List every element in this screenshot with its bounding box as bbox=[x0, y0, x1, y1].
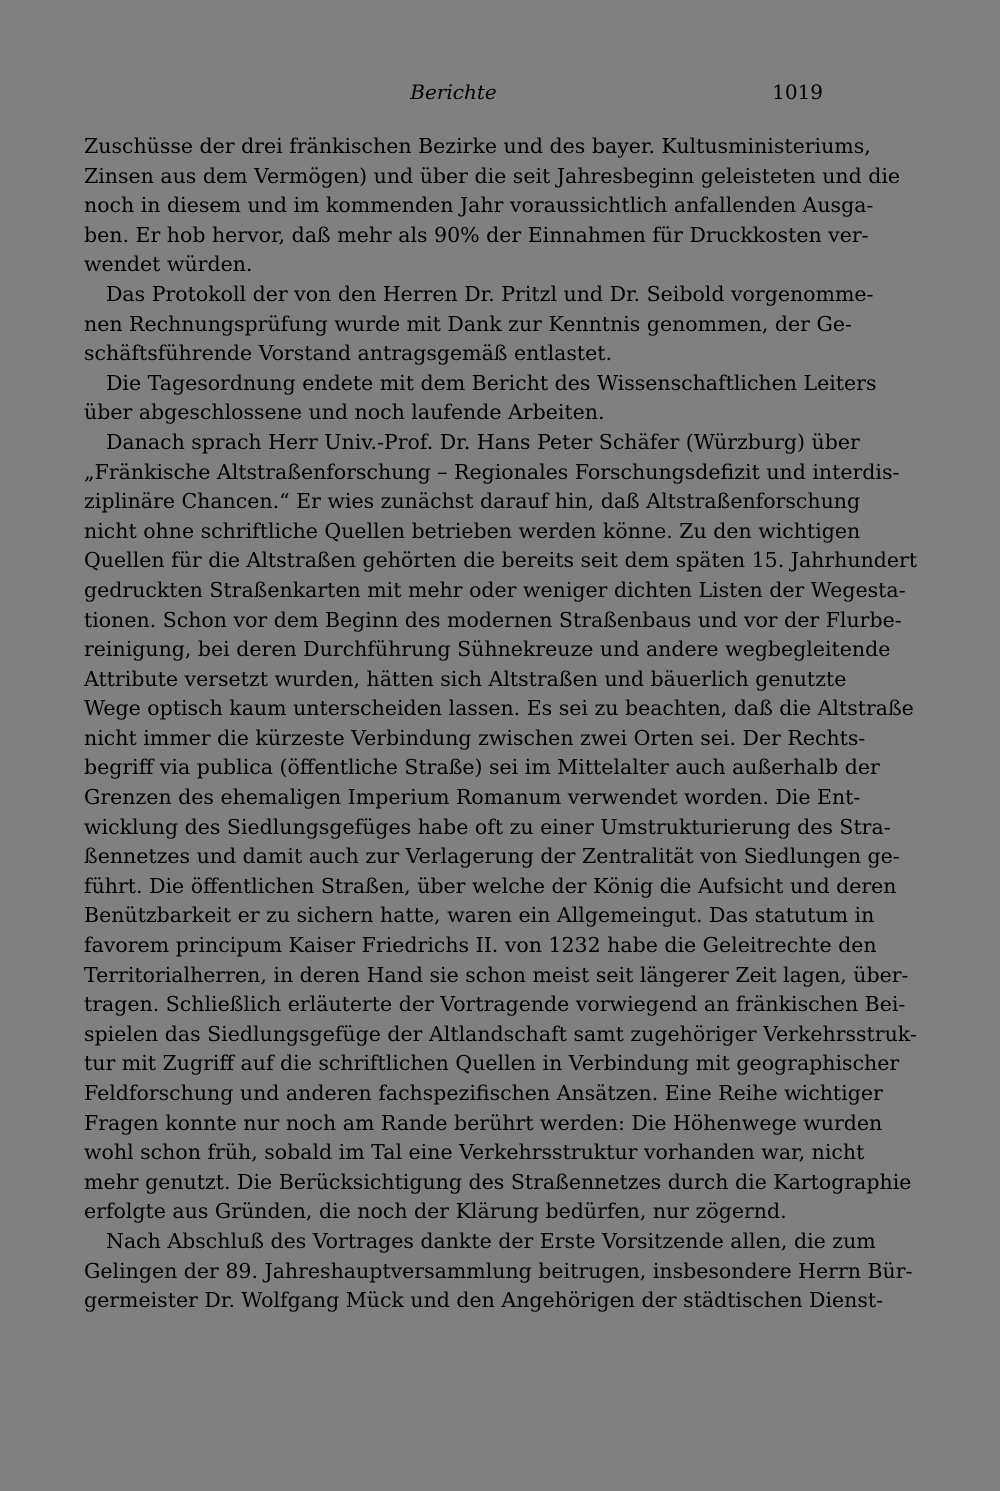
text-line: Attribute versetzt wurden, hätten sich Altstraßen und bäuerlich genutzte bbox=[84, 666, 847, 691]
paragraph bbox=[84, 428, 918, 1227]
text-line: tragen. Schließlich erläuterte der Vortragende vorwiegend an fränkischen Bei- bbox=[84, 992, 906, 1017]
paragraph bbox=[84, 280, 874, 369]
text-line: Danach sprach Herr Univ.-Prof. Dr. Hans Peter Schäfer (Würzburg) über bbox=[106, 429, 860, 454]
text-line: wendet würden. bbox=[84, 252, 253, 277]
text-line: schäftsführende Vorstand antragsgemäß entlastet. bbox=[84, 341, 613, 366]
text-line: Benützbarkeit er zu sichern hatte, waren ein Allgemeingut. Das statutum in bbox=[84, 903, 875, 928]
text-line: spielen das Siedlungsgefüge der Altlandschaft samt zugehöriger Verkehrsstruk- bbox=[84, 1021, 917, 1046]
text-line: erfolgte aus Gründen, die noch der Klärung bedürfen, nur zögernd. bbox=[84, 1199, 787, 1224]
running-header bbox=[84, 78, 823, 108]
text-line: Territorialherren, in deren Hand sie schon meist seit längerer Zeit lagen, über- bbox=[84, 962, 909, 987]
running-title: Berichte bbox=[410, 80, 497, 104]
text-line: Nach Abschluß des Vortrages dankte der Erste Vorsitzende allen, die zum bbox=[106, 1228, 876, 1253]
paragraph bbox=[84, 1227, 913, 1316]
text-line: „Fränkische Altstraßenforschung – Regionales Forschungsdefizit und interdis- bbox=[84, 459, 900, 484]
text-line: nicht ohne schriftliche Quellen betrieben werden könne. Zu den wichtigen bbox=[84, 518, 861, 543]
text-line: Wege optisch kaum unterscheiden lassen. Es sei zu beachten, daß die Altstraße bbox=[84, 696, 914, 721]
text-line: mehr genutzt. Die Berücksichtigung des Straßennetzes durch die Kartographie bbox=[84, 1169, 912, 1194]
paragraph bbox=[84, 132, 901, 280]
text-line: ben. Er hob hervor, daß mehr als 90% der Einnahmen für Druckkosten ver- bbox=[84, 222, 869, 247]
text-line: tur mit Zugriff auf die schriftlichen Quellen in Verbindung mit geographischer bbox=[84, 1051, 900, 1076]
text-line: wicklung des Siedlungsgefüges habe oft zu einer Umstrukturierung des Stra- bbox=[84, 814, 891, 839]
text-line: wohl schon früh, sobald im Tal eine Verkehrsstruktur vorhanden war, nicht bbox=[84, 1140, 865, 1165]
text-line: Quellen für die Altstraßen gehörten die bereits seit dem späten 15. Jahrhundert bbox=[84, 548, 918, 573]
text-line: reinigung, bei deren Durchführung Sühnekreuze und andere wegbegleitende bbox=[84, 637, 891, 662]
text-line: führt. Die öffentlichen Straßen, über welche der König die Aufsicht und deren bbox=[84, 873, 897, 898]
text-line: nicht immer die kürzeste Verbindung zwischen zwei Orten sei. Der Rechts- bbox=[84, 725, 866, 750]
text-line: Feldforschung und anderen fachspezifischen Ansätzen. Eine Reihe wichtiger bbox=[84, 1081, 883, 1105]
document-page bbox=[84, 78, 918, 1316]
text-line: germeister Dr. Wolfgang Mück und den Angehörigen der städtischen Dienst- bbox=[84, 1288, 884, 1313]
text-line: Fragen konnte nur noch am Rande berührt werden: Die Höhenwege wurden bbox=[84, 1110, 883, 1135]
text-line: Grenzen des ehemaligen Imperium Romanum verwendet worden. Die Ent- bbox=[84, 785, 861, 810]
text-line: ziplinäre Chancen.“ Er wies zunächst darauf hin, daß Altstraßenforschung bbox=[84, 489, 861, 514]
text-line: Das Protokoll der von den Herren Dr. Pritzl und Dr. Seibold vorgenomme- bbox=[106, 281, 874, 306]
paragraph bbox=[84, 369, 877, 428]
text-line: favorem principum Kaiser Friedrichs II. von 1232 habe die Geleitrechte den bbox=[84, 933, 877, 958]
text-line: tionen. Schon vor dem Beginn des modernen Straßenbaus und vor der Flurbe- bbox=[84, 607, 902, 632]
text-line: Zinsen aus dem Vermögen) und über die seit Jahresbeginn geleisteten und die bbox=[84, 163, 901, 188]
body-text bbox=[84, 132, 918, 1316]
text-line: Gelingen der 89. Jahreshauptversammlung beitrugen, insbesondere Herrn Bür- bbox=[84, 1258, 913, 1283]
text-line: über abgeschlossene und noch laufende Arbeiten. bbox=[84, 400, 605, 425]
text-line: Zuschüsse der drei fränkischen Bezirke und des bayer. Kultusministeriums, bbox=[84, 134, 871, 158]
text-line: Die Tagesordnung endete mit dem Bericht des Wissenschaftlichen Leiters bbox=[106, 370, 877, 395]
text-line: noch in diesem und im kommenden Jahr voraussichtlich anfallenden Ausga- bbox=[84, 193, 874, 218]
text-line: ßennetzes und damit auch zur Verlagerung der Zentralität von Siedlungen ge- bbox=[84, 844, 900, 869]
page-number: 1019 bbox=[772, 80, 823, 104]
text-line: gedruckten Straßenkarten mit mehr oder weniger dichten Listen der Wegesta- bbox=[84, 577, 906, 602]
text-line: nen Rechnungsprüfung wurde mit Dank zur Kenntnis genommen, der Ge- bbox=[84, 311, 852, 336]
text-line: begriff via publica (öffentliche Straße) sei im Mittelalter auch außerhalb der bbox=[84, 755, 880, 780]
